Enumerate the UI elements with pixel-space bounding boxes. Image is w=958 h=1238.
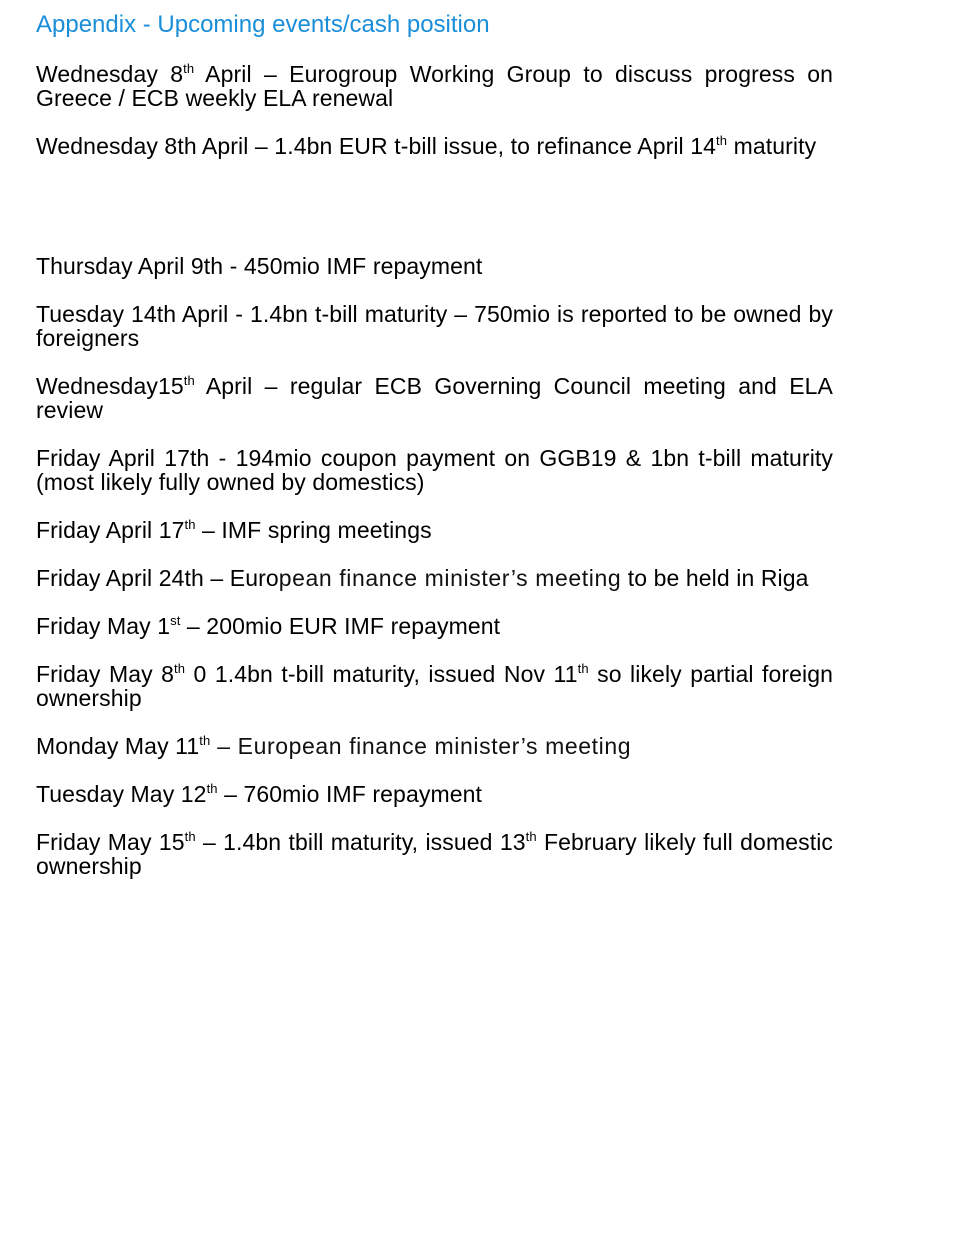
event-entry-12 <box>36 782 833 806</box>
event-text: Wednesday 8th April – 1.4bn EUR t-bill issue, to refinance April 14 <box>36 133 717 159</box>
event-text: Wednesday 8 <box>36 61 184 87</box>
event-text: to be held in Riga <box>621 565 809 591</box>
ordinal-suffix: st <box>170 613 181 628</box>
event-entry-1 <box>36 62 833 110</box>
event-text: – IMF spring meetings <box>195 517 432 543</box>
event-text: April – Eurogroup Working Group to discuss progress on Greece / ECB weekly ELA renewal <box>36 61 834 111</box>
ordinal-suffix: th <box>577 661 589 676</box>
page-title: Appendix - Upcoming events/cash position <box>36 11 490 38</box>
event-text: Friday May 8 <box>36 661 175 687</box>
event-text: – 200mio EUR IMF repayment <box>180 613 501 639</box>
event-text: 0 1.4bn t-bill maturity, issued Nov 11 <box>185 661 578 687</box>
event-text: Tuesday 14th April - 1.4bn t-bill maturity – 750mio is reported to be owned by foreigners <box>36 301 833 351</box>
event-text: Thursday April 9th - 450mio IMF repayment <box>36 253 483 279</box>
event-text: Wednesday15 <box>36 373 184 399</box>
event-entry-3 <box>36 254 833 278</box>
event-text: – 1.4bn tbill maturity, issued 13 <box>195 829 526 855</box>
ordinal-suffix: th <box>183 373 195 388</box>
event-text: Friday April 17 <box>36 517 185 543</box>
event-text: maturity <box>727 133 817 159</box>
event-text: Friday April 24th – Euro <box>36 565 279 591</box>
event-text: Friday May 1 <box>36 613 171 639</box>
event-entry-7 <box>36 518 833 542</box>
event-text-light: – European finance minister’s meeting <box>210 733 632 759</box>
event-entry-4 <box>36 302 833 350</box>
ordinal-suffix: th <box>183 61 195 76</box>
event-entry-6 <box>36 446 833 494</box>
document-page <box>36 8 833 902</box>
event-entry-13 <box>36 830 833 878</box>
event-text: Monday May 11 <box>36 733 200 759</box>
event-text: Friday May 15 <box>36 829 185 855</box>
event-entry-5 <box>36 374 833 422</box>
ordinal-suffix: th <box>716 133 728 148</box>
ordinal-suffix: th <box>206 781 218 796</box>
ordinal-suffix: th <box>199 733 211 748</box>
ordinal-suffix: th <box>184 517 196 532</box>
event-text: Tuesday May 12 <box>36 781 207 807</box>
event-text: so likely partial foreign ownership <box>36 661 834 711</box>
ordinal-suffix: th <box>525 829 537 844</box>
event-entry-10 <box>36 662 833 710</box>
ordinal-suffix: th <box>184 829 196 844</box>
event-text: February likely full domestic ownership <box>36 829 833 879</box>
event-entry-8 <box>36 566 833 590</box>
event-entry-11 <box>36 734 833 758</box>
ordinal-suffix: th <box>174 661 186 676</box>
event-text-light: pean finance minister’s meeting <box>278 565 622 591</box>
event-entry-2 <box>36 134 833 158</box>
event-entry-9 <box>36 614 833 638</box>
event-text: Friday April 17th - 194mio coupon payment on GGB19 & 1bn t-bill maturity (most likely fully owned by domestics) <box>36 445 833 495</box>
event-text: April – regular ECB Governing Council meeting and ELA review <box>36 373 833 423</box>
event-text: – 760mio IMF repayment <box>217 781 482 807</box>
